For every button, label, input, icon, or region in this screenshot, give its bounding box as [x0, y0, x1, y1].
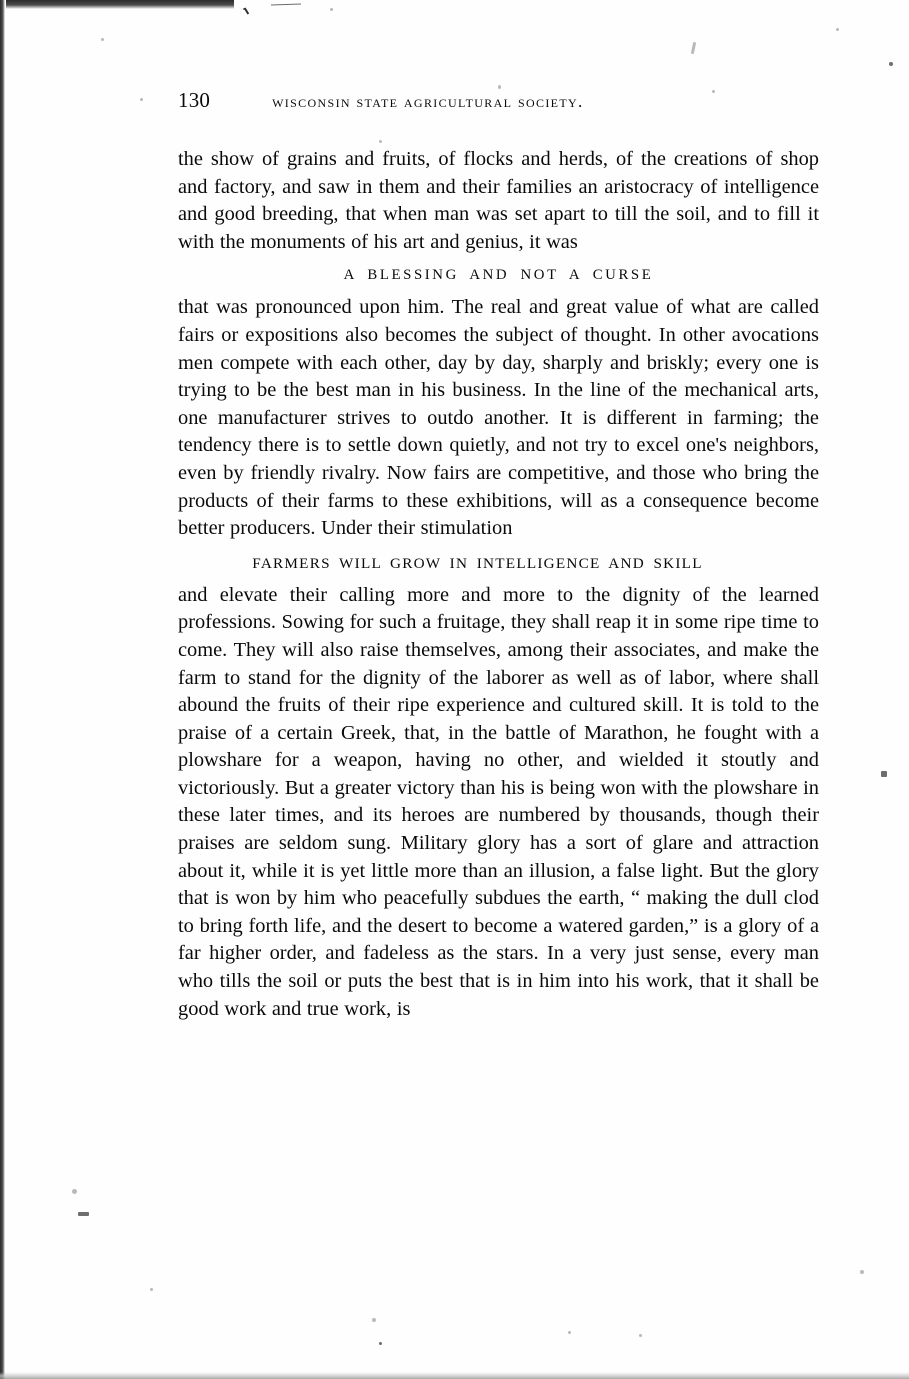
- page-number: 130: [178, 88, 211, 112]
- dust-speck: [860, 1270, 864, 1274]
- section-heading-1: A BLESSING AND NOT A CURSE: [343, 267, 654, 284]
- dust-speck: [568, 1331, 571, 1334]
- running-title: wisconsin state agricultural society.: [272, 92, 584, 111]
- paragraph-1: the show of grains and fruits, of flocks and herds, of the creations of shop and factory, and saw in them and their families an aristocracy of intelligence and good breeding, that when man was set apart to till the soil, and to fill it with the monuments of his art and genius, it was: [178, 148, 819, 253]
- dust-speck: [691, 42, 696, 54]
- dust-speck: [372, 1318, 376, 1322]
- scan-hairline: [271, 3, 301, 5]
- dust-speck: [379, 140, 382, 143]
- dust-speck: [330, 8, 333, 11]
- ink-speck: [78, 1212, 89, 1216]
- dust-speck: [889, 62, 893, 66]
- section-heading-2: FARMERS WILL GROW IN INTELLIGENCE AND SKILL: [252, 554, 703, 572]
- paragraph-2: that was pronounced upon him. The real and great value of what are called fairs or expositions also becomes the subject of thought. In other avocations men compete with each other, day by day, sharply and briskly; every one is trying to be the best man in his business. In the line of the mechanical arts, one manufacturer strives to outdo another. It is different in farming; the tendency there is to settle down quietly, and not try to excel one's neighbors, even by friendly rivalry. Now fairs are competitive, and those who bring the products of their farms to these exhibitions, will as a consequence become better producers. Under their stimulation: [178, 296, 819, 540]
- ink-speck: [881, 771, 887, 777]
- scan-hairline: [244, 8, 249, 15]
- dust-speck: [72, 1189, 77, 1194]
- scan-edge-bottom: [0, 1372, 909, 1379]
- dust-speck: [140, 98, 143, 101]
- running-head: [178, 88, 818, 118]
- dust-speck: [836, 28, 839, 31]
- text-column: [178, 146, 819, 1023]
- dust-speck: [379, 1342, 382, 1345]
- dust-speck: [150, 1288, 153, 1291]
- scan-edge-left: [0, 0, 5, 1379]
- paragraph-3: and elevate their calling more and more to the dignity of the learned professions. Sowing for such a fruitage, they shall reap it in some ripe time to come. They will also raise themselves, among their associates, and make the farm to stand for the dignity of the laborer as well as of labor, where shall abound the fruits of their ripe experience and cultured skill. It is told to the praise of a certain Greek, that, in the battle of Marathon, he fought with a plowshare for a weapon, having no other, and wielded it stoutly and victoriously. But a greater victory than his is being won with the plowshare in these later times, and its heroes are numbered by thousands, though their praises are seldom sung. Military glory has a sort of glare and attraction about it, while it is yet little more than an illusion, a false light. But the glory that is won by him who peacefully subdues the earth, “ making the dull clod to bring forth life, and the desert to become a watered garden,” is a glory of a far higher order, and fadeless as the stars. In a very just sense, every man who tills the soil or puts the best that is in him into his work, that it shall be good work and true work, is: [178, 583, 819, 1020]
- dust-speck: [101, 38, 104, 41]
- scan-edge-top: [6, 0, 234, 9]
- dust-speck: [639, 1334, 642, 1337]
